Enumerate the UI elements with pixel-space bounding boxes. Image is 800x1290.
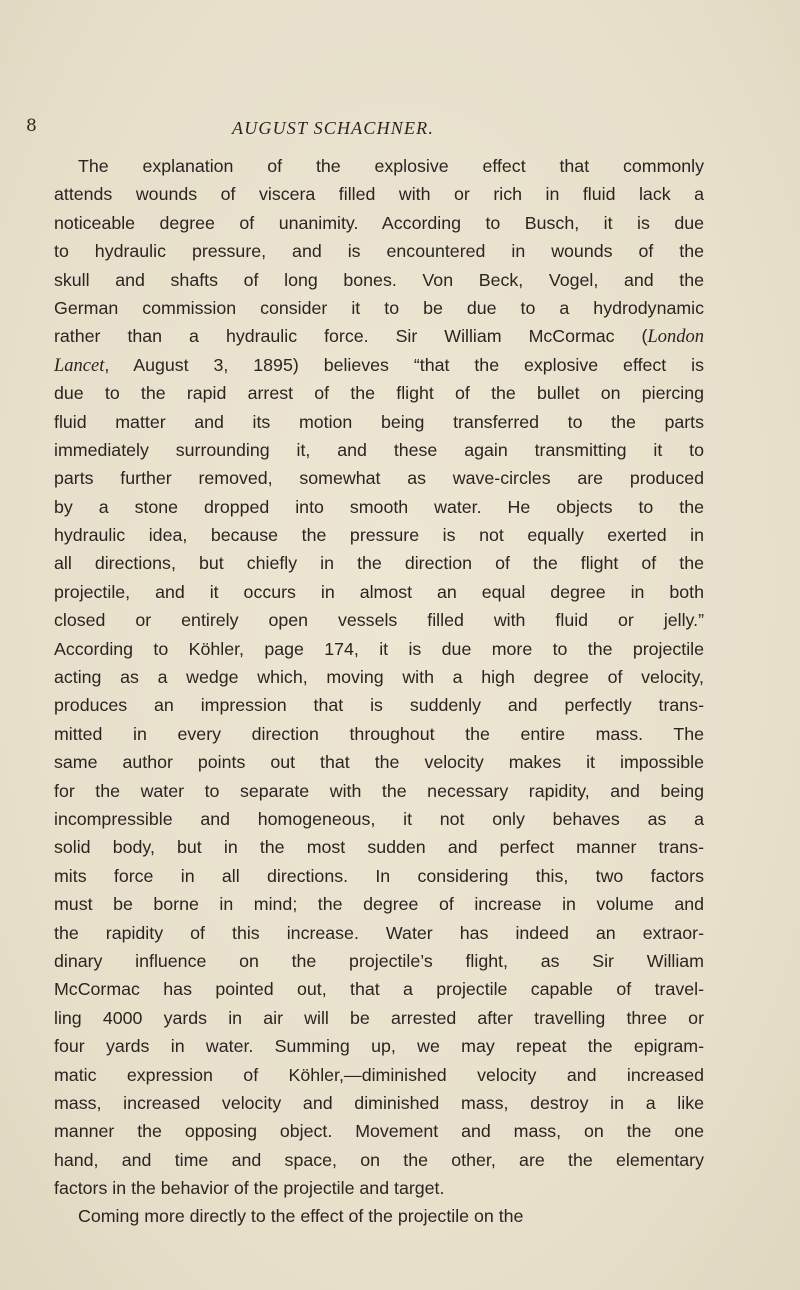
text-line: manner the opposing object. Movement and mass, on the one xyxy=(54,1121,704,1142)
journal-title-london: London xyxy=(647,327,704,348)
text-line: noticeable degree of unanimity. According to Busch, it is due xyxy=(54,212,704,233)
text-line: closed or entirely open vessels filled with fluid or jelly.” xyxy=(54,610,704,631)
text-line: ling 4000 yards in air will be arrested after travelling three or xyxy=(54,1007,704,1028)
text-line xyxy=(54,322,704,350)
text-line: mitted in every direction throughout the entire mass. The xyxy=(54,723,704,744)
running-head: AUGUST SCHACHNER. xyxy=(232,118,435,138)
text-line: produces an impression that is suddenly and perfectly trans- xyxy=(54,695,704,716)
text-line: mits force in all directions. In considering this, two factors xyxy=(54,865,704,886)
text-line: hydraulic idea, because the pressure is not equally exerted in xyxy=(54,525,704,546)
text-line: The explanation of the explosive effect that commonly xyxy=(78,156,704,176)
body-text xyxy=(54,152,704,1231)
text-segment: , August 3, 1895) believes “that the explosive effect is xyxy=(104,354,704,375)
text-line: must be borne in mind; the degree of increase in volume and xyxy=(54,894,704,915)
text-line: According to Köhler, page 174, it is due more to the projectile xyxy=(54,638,704,659)
text-line: fluid matter and its motion being transferred to the parts xyxy=(54,411,704,432)
text-line: parts further removed, somewhat as wave-circles are produced xyxy=(54,468,704,489)
text-line: to hydraulic pressure, and is encountered in wounds of the xyxy=(54,241,704,262)
text-line: McCormac has pointed out, that a projectile capable of travel- xyxy=(54,979,704,1000)
text-line: factors in the behavior of the projectile and target. xyxy=(54,1178,445,1199)
page-number: 8 xyxy=(26,116,37,136)
text-line: projectile, and it occurs in almost an equal degree in both xyxy=(54,581,704,602)
text-line: mass, increased velocity and diminished mass, destroy in a like xyxy=(54,1092,704,1113)
text-line: skull and shafts of long bones. Von Beck, Vogel, and the xyxy=(54,269,704,290)
text-line: incompressible and homogeneous, it not only behaves as a xyxy=(54,808,704,829)
text-line: German commission consider it to be due to a hydrodynamic xyxy=(54,297,704,318)
text-line: Coming more directly to the effect of the projectile on the xyxy=(78,1206,524,1227)
text-line: due to the rapid arrest of the flight of the bullet on piercing xyxy=(54,383,704,404)
text-line: the rapidity of this increase. Water has indeed an extraor- xyxy=(54,922,704,943)
text-line: attends wounds of viscera filled with or rich in fluid lack a xyxy=(54,184,704,205)
text-line: by a stone dropped into smooth water. He objects to the xyxy=(54,496,704,517)
text-line: hand, and time and space, on the other, are the elementary xyxy=(54,1149,704,1170)
text-line: same author points out that the velocity makes it impossible xyxy=(54,752,704,773)
text-line: matic expression of Köhler,—diminished velocity and increased xyxy=(54,1064,704,1085)
text-line xyxy=(54,351,704,379)
journal-title-lancet: Lancet xyxy=(54,355,105,376)
text-line: all directions, but chiefly in the direction of the flight of the xyxy=(54,553,704,574)
text-line: dinary influence on the projectile’s flight, as Sir William xyxy=(54,950,704,971)
text-line: immediately surrounding it, and these again transmitting it to xyxy=(54,439,704,460)
text-line: four yards in water. Summing up, we may repeat the epigram- xyxy=(54,1036,704,1057)
text-line: for the water to separate with the necessary rapidity, and being xyxy=(54,780,704,801)
text-segment: rather than a hydraulic force. Sir William McCormac ( xyxy=(54,326,648,347)
page-header xyxy=(0,116,800,146)
text-line: solid body, but in the most sudden and perfect manner trans- xyxy=(54,837,704,858)
text-line: acting as a wedge which, moving with a high degree of velocity, xyxy=(54,667,704,688)
